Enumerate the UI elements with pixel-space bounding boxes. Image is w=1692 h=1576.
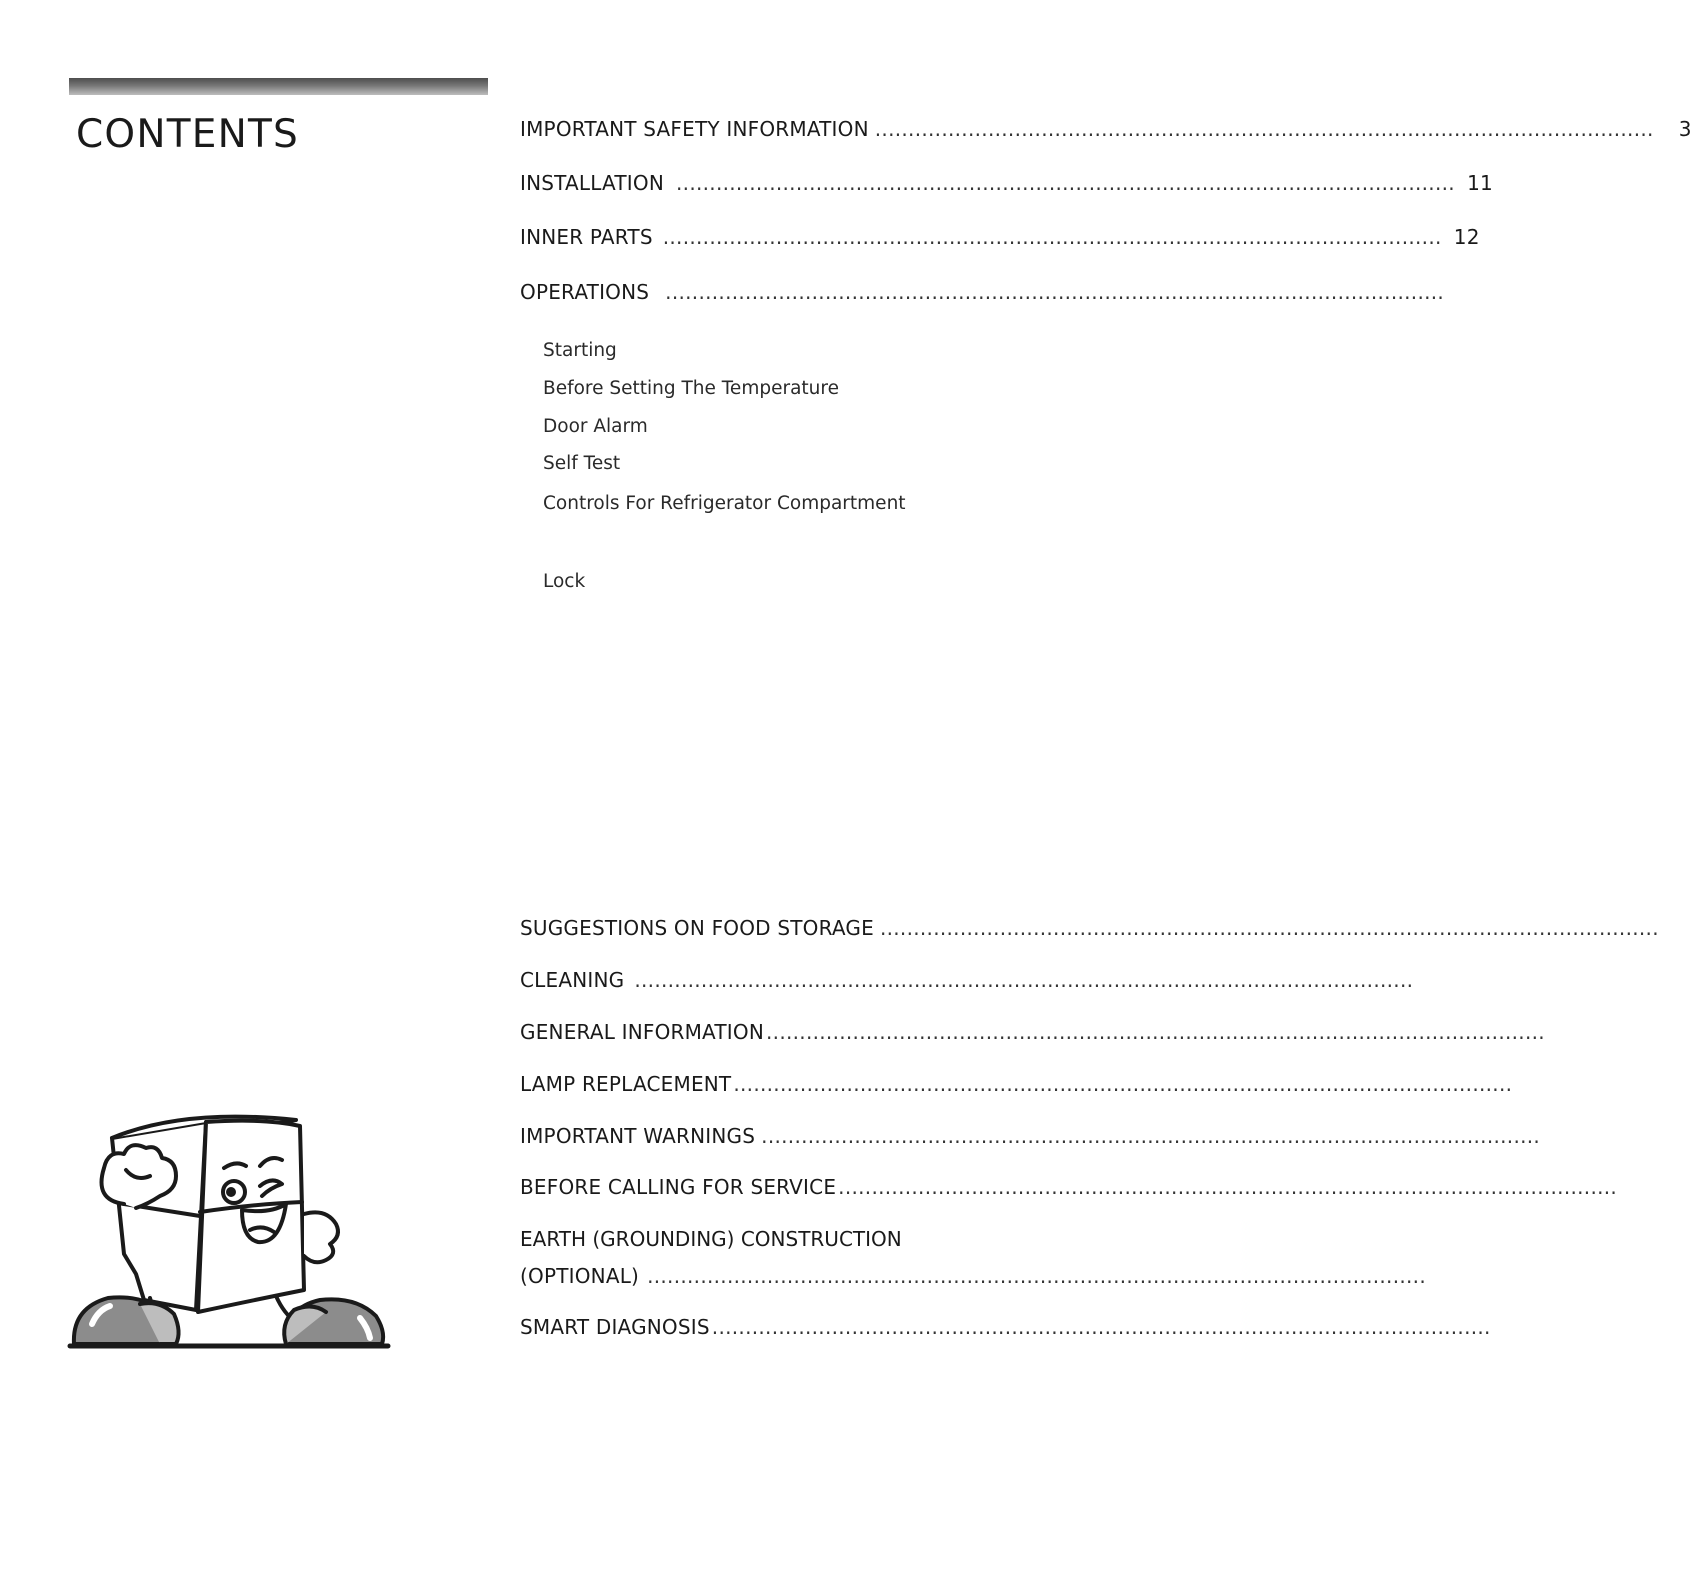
- toc-entry-before-calling[interactable]: [520, 1175, 1618, 1205]
- toc-entry-label: IMPORTANT WARNINGS: [520, 1124, 756, 1148]
- toc-entry-general-information[interactable]: [520, 1020, 1545, 1050]
- dot-leader: .....................................................................................................................: [647, 1264, 1426, 1288]
- toc-subitem-controls[interactable]: Controls For Refrigerator Compartment: [543, 493, 906, 514]
- toc-page-number: 12: [1453, 225, 1480, 249]
- toc-entry-inner-parts[interactable]: [520, 225, 1480, 255]
- toc-entry-smart-diagnosis[interactable]: [520, 1315, 1491, 1345]
- toc-entry-label: BEFORE CALLING FOR SERVICE: [520, 1175, 837, 1199]
- toc-entry-important-warnings[interactable]: [520, 1124, 1541, 1154]
- toc-entry-safety[interactable]: [520, 117, 1692, 147]
- toc-subitem-self-test[interactable]: Self Test: [543, 453, 621, 474]
- refrigerator-mascot-icon: [64, 1104, 394, 1356]
- toc-entry-label: IMPORTANT SAFETY INFORMATION: [520, 117, 869, 141]
- toc-entry-label: INSTALLATION: [520, 171, 664, 195]
- toc-entry-label: INNER PARTS: [520, 225, 653, 249]
- toc-entry-label: (OPTIONAL): [520, 1264, 640, 1288]
- toc-entry-label: CLEANING: [520, 968, 625, 992]
- toc-entry-label: SUGGESTIONS ON FOOD STORAGE: [520, 916, 874, 940]
- toc-subitem-starting[interactable]: Starting: [543, 340, 617, 361]
- dot-leader: .....................................................................................................................: [676, 171, 1455, 195]
- dot-leader: .....................................................................................................................: [874, 117, 1654, 141]
- toc-entry-cleaning[interactable]: [520, 968, 1414, 998]
- toc-entry-label: OPERATIONS: [520, 280, 650, 304]
- page-title: CONTENTS: [76, 112, 299, 157]
- toc-subitem-door-alarm[interactable]: Door Alarm: [543, 416, 648, 437]
- dot-leader: .....................................................................................................................: [634, 968, 1414, 992]
- toc-entry-label: LAMP REPLACEMENT: [520, 1072, 732, 1096]
- toc-entry-lamp-replacement[interactable]: [520, 1072, 1513, 1102]
- toc-page-number: 11: [1467, 171, 1493, 195]
- dot-leader: .....................................................................................................................: [879, 916, 1659, 940]
- toc-entry-operations[interactable]: [520, 280, 1445, 310]
- toc-entry-label: SMART DIAGNOSIS: [520, 1315, 710, 1339]
- dot-leader: .....................................................................................................................: [766, 1020, 1545, 1044]
- dot-leader: .....................................................................................................................: [761, 1124, 1541, 1148]
- toc-entry-food-storage[interactable]: [520, 916, 1659, 946]
- toc-subitem-before-setting[interactable]: Before Setting The Temperature: [543, 378, 839, 399]
- toc-entry-earth-line1[interactable]: EARTH (GROUNDING) CONSTRUCTION: [520, 1227, 902, 1251]
- dot-leader: .....................................................................................................................: [662, 225, 1442, 249]
- toc-page-number: 3: [1678, 117, 1692, 141]
- dot-leader: .....................................................................................................................: [838, 1175, 1618, 1199]
- toc-entry-label: GENERAL INFORMATION: [520, 1020, 765, 1044]
- dot-leader: .....................................................................................................................: [711, 1315, 1491, 1339]
- toc-entry-earth-optional[interactable]: [520, 1264, 1426, 1294]
- dot-leader: .....................................................................................................................: [665, 280, 1445, 304]
- header-rule: [69, 78, 488, 95]
- toc-subitem-lock[interactable]: Lock: [543, 571, 586, 592]
- toc-entry-installation[interactable]: [520, 171, 1493, 201]
- dot-leader: .....................................................................................................................: [733, 1072, 1513, 1096]
